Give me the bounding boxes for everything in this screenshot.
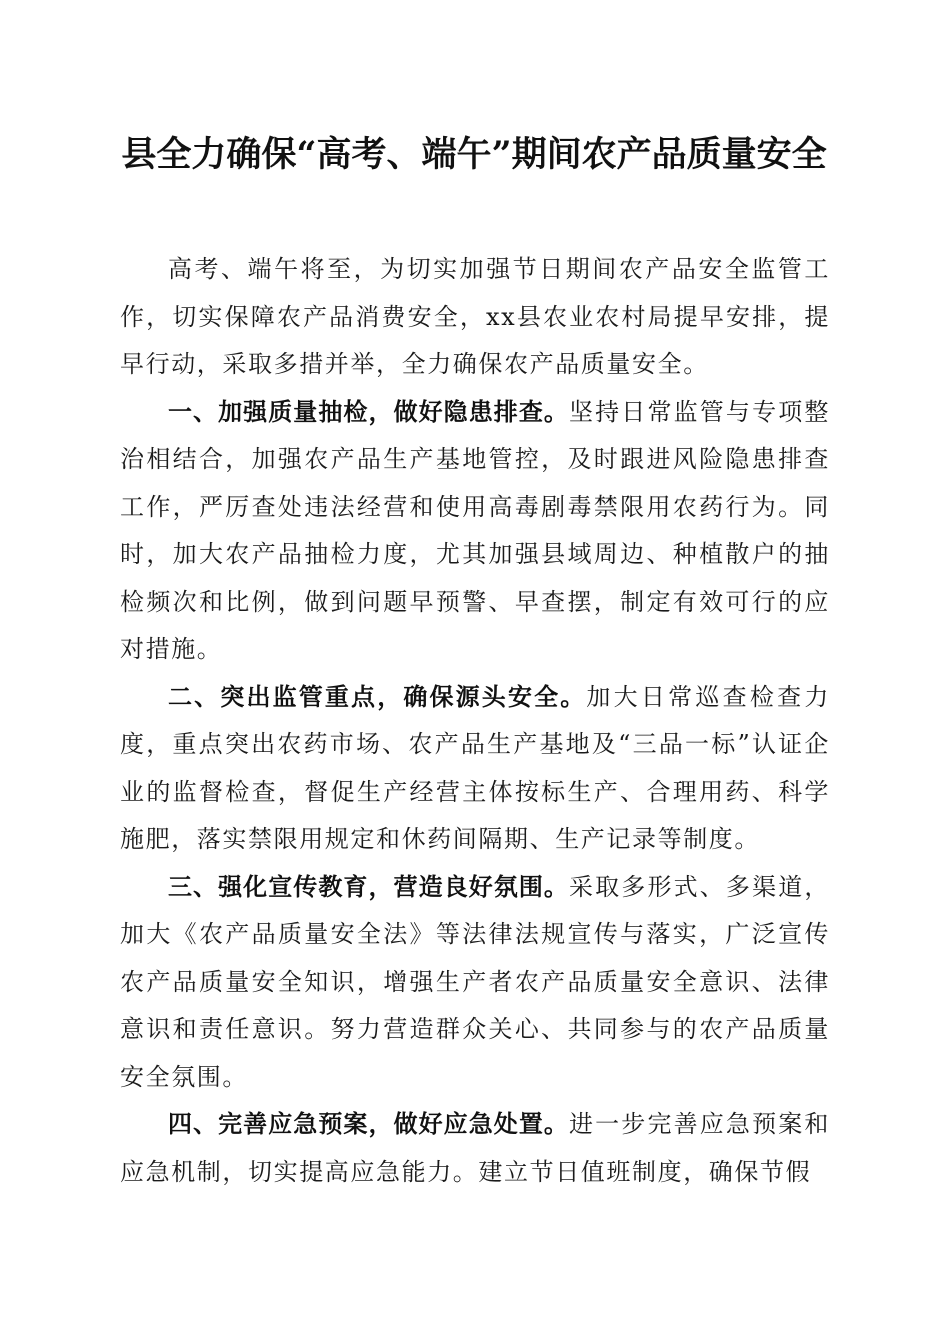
section-heading: 四、完善应急预案，做好应急处置。 bbox=[168, 1110, 569, 1138]
section-heading: 三、强化宣传教育，营造良好氛围。 bbox=[168, 872, 569, 901]
document-body bbox=[120, 246, 830, 1196]
section-paragraph bbox=[120, 674, 830, 864]
section-heading: 一、加强质量抽检，做好隐患排查。 bbox=[168, 397, 569, 426]
intro-paragraph: 高考、端午将至，为切实加强节日期间农产品安全监管工作，切实保障农产品消费安全，xx县农业农村局提早安排，提早行动，采取多措并举，全力确保农产品质量安全。 bbox=[120, 255, 830, 378]
document-title: 县全力确保“高考、端午”期间农产品质量安全 bbox=[121, 134, 827, 175]
section-heading: 二、突出监管重点，确保源头安全。 bbox=[168, 682, 587, 711]
section-text: 加大日常巡查检查力度，重点突出农药市场、农产品生产基地及“三品一标”认证企业的监督检查，督促生产经营主体按标生产、合理用药、科学施肥，落实禁限用规定和休药间隔期、生产记录等制度。 bbox=[120, 682, 831, 853]
section-paragraph bbox=[120, 864, 830, 1102]
section-paragraph bbox=[120, 389, 830, 674]
section-text: 采取多形式、多渠道，加大《农产品质量安全法》等法律法规宣传与落实，广泛宣传农产品质量安全知识，增强生产者农产品质量安全意识、法律意识和责任意识。努力营造群众关心、共同参与的农产品质量安全氛围。 bbox=[120, 872, 831, 1091]
section-text: 坚持日常监管与专项整治相结合，加强农产品生产基地管控，及时跟进风险隐患排查工作，严厉查处违法经营和使用高毒剧毒禁限用农药行为。同时，加大农产品抽检力度，尤其加强县域周边、种植散户的抽检频次和比例，做到问题早预警、早查摆，制定有效可行的应对措施。 bbox=[120, 397, 831, 663]
section-text: 进一步完善应急预案和应急机制，切实提高应急能力。建立节日值班制度，确保节假 bbox=[120, 1110, 831, 1186]
section-paragraph bbox=[120, 1101, 830, 1196]
